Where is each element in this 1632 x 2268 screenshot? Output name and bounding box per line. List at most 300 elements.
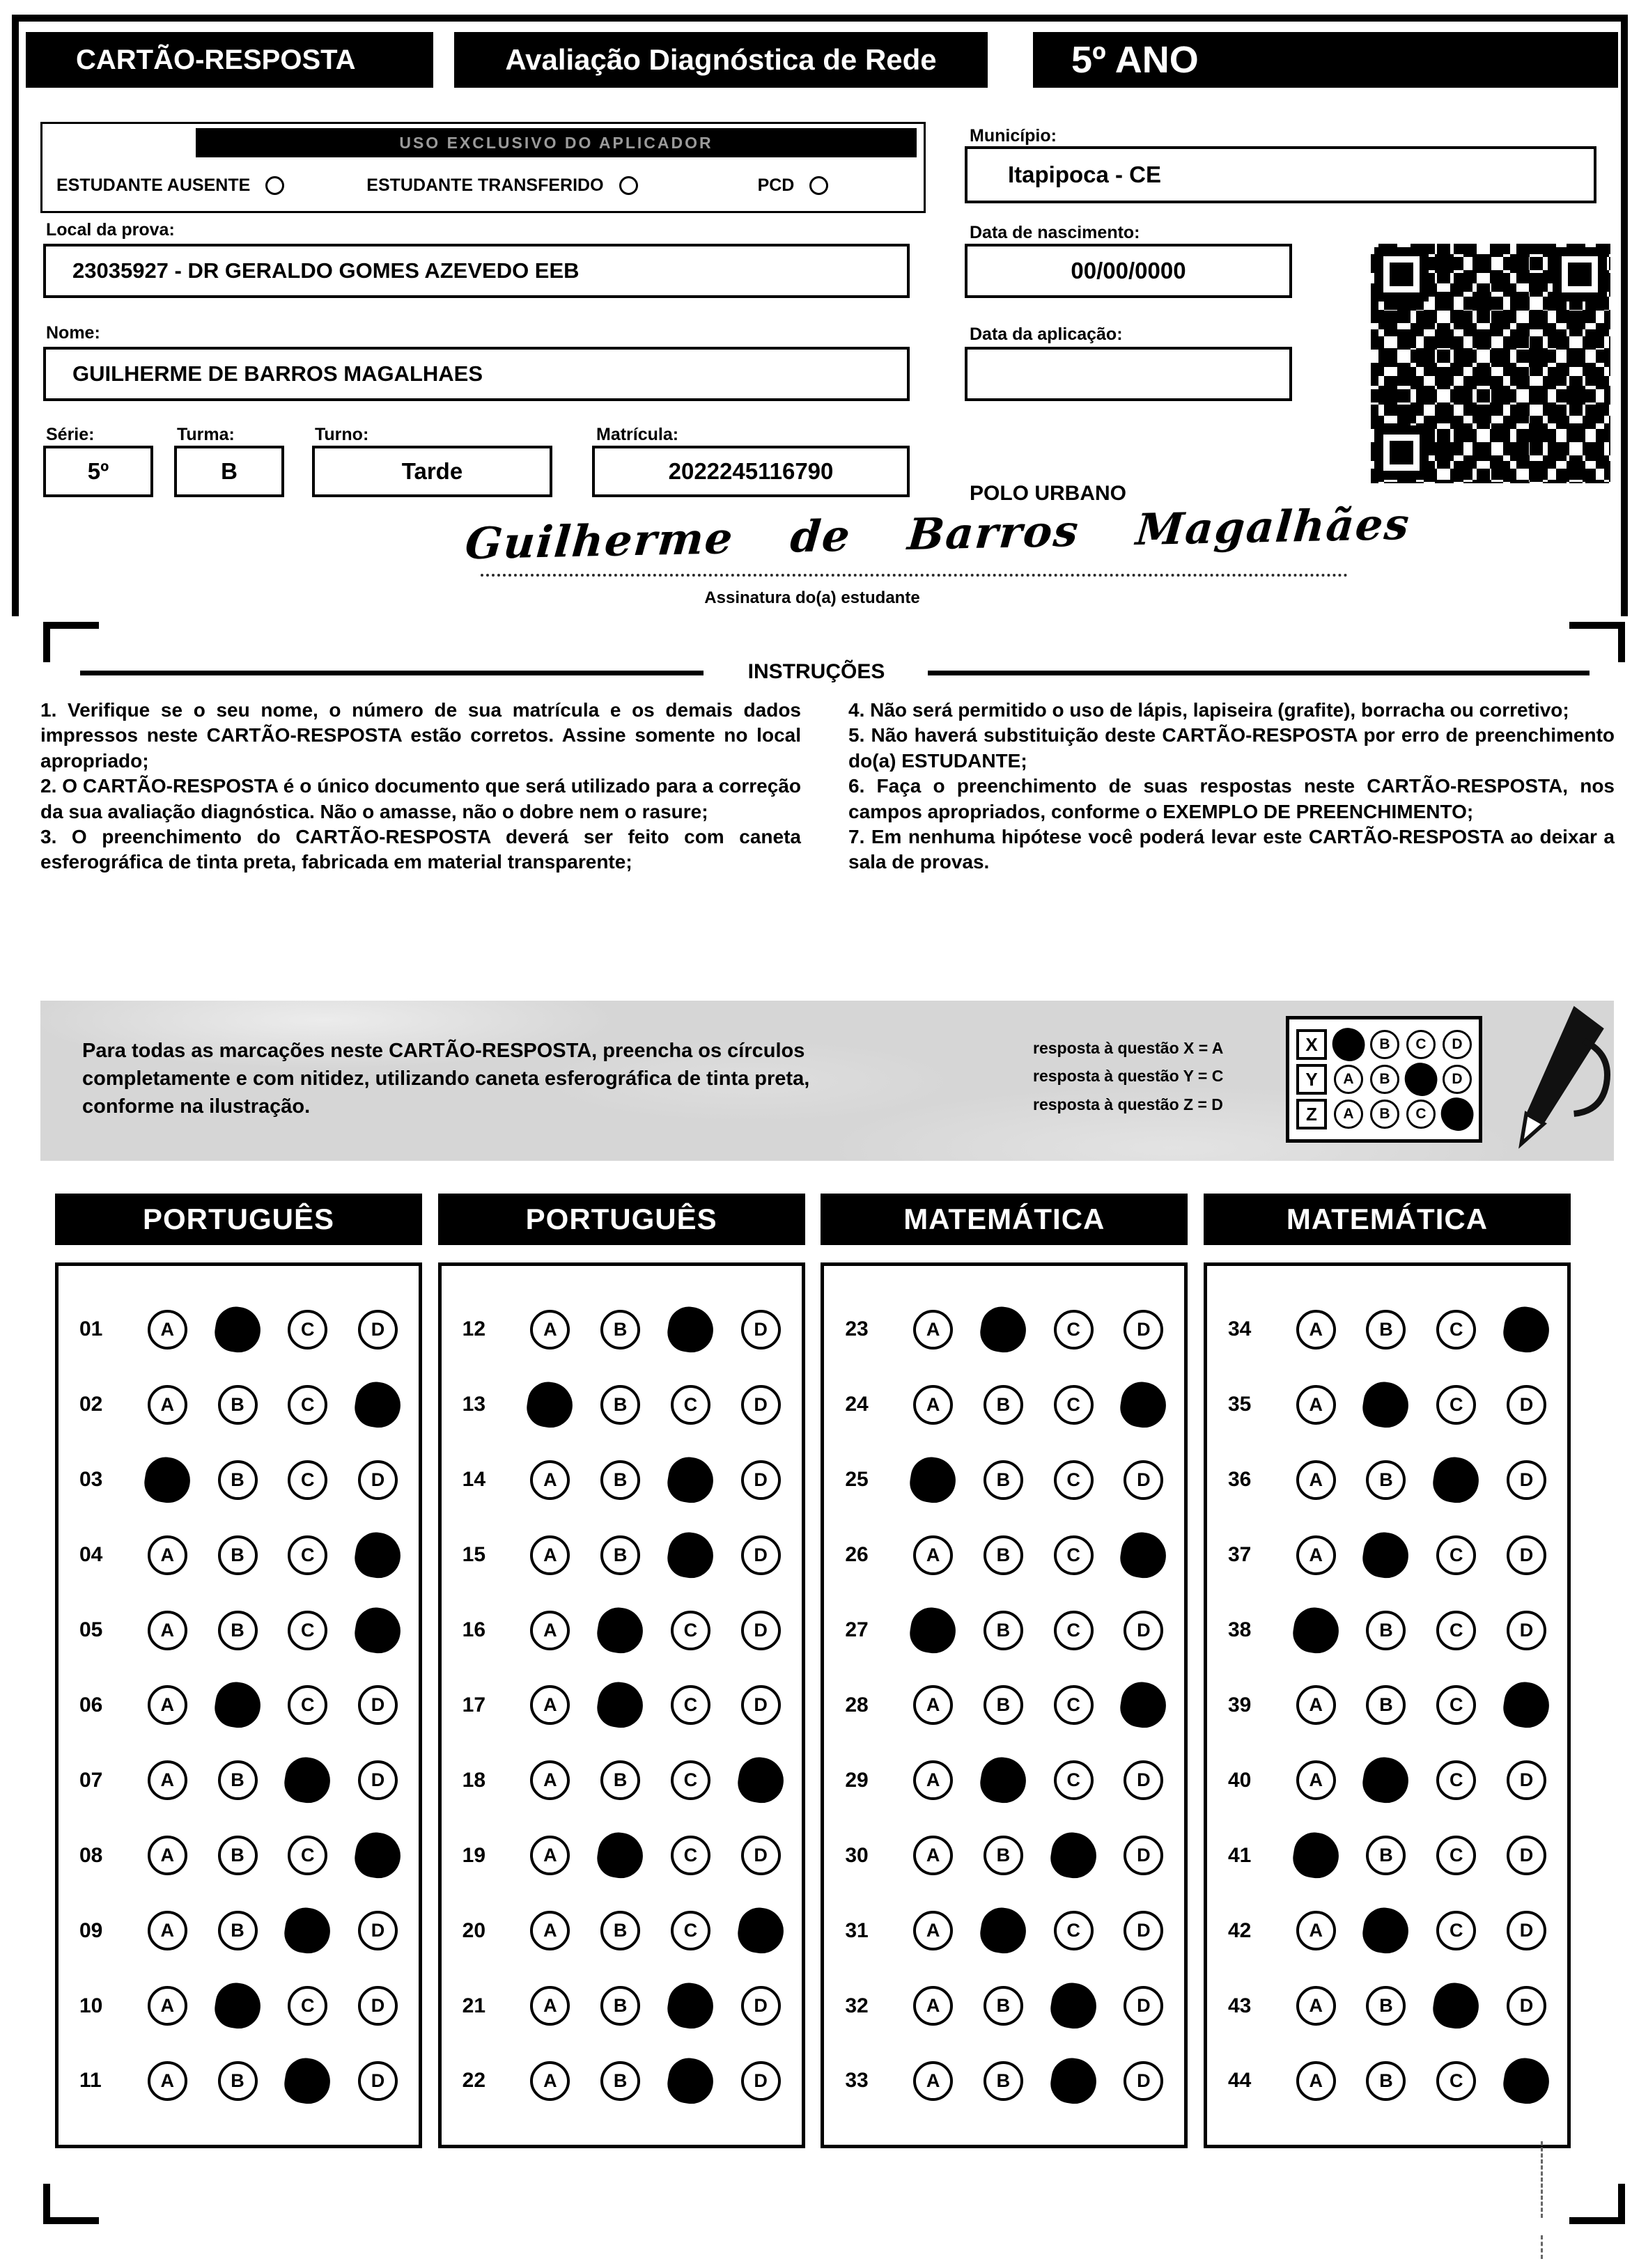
bubble-b[interactable]: B <box>218 1760 258 1800</box>
bubble-c[interactable]: C <box>1436 1385 1476 1425</box>
bubble-b[interactable]: B <box>218 1836 258 1875</box>
bubble-d[interactable]: D <box>1507 1760 1546 1800</box>
answer-column-title: MATEMÁTICA <box>1204 1194 1571 1245</box>
bubble-d-filled[interactable] <box>1118 1529 1169 1581</box>
answer-row <box>845 1836 1163 1875</box>
bubble-c-filled[interactable] <box>665 1454 716 1506</box>
question-number: 20 <box>462 1918 486 1942</box>
question-number: 01 <box>79 1317 103 1341</box>
serie-label: Série: <box>46 425 95 444</box>
bubble-b[interactable]: B <box>1366 1986 1406 2026</box>
bubble-b[interactable]: B <box>984 1685 1023 1725</box>
bubble-b[interactable]: B <box>600 1760 640 1800</box>
turma-value-box: B <box>174 446 284 497</box>
question-number: 41 <box>1227 1843 1252 1867</box>
bubble-c: C <box>1406 1100 1436 1129</box>
bubble-c[interactable]: C <box>1054 1460 1094 1500</box>
bubble-a[interactable]: A <box>1296 1310 1336 1350</box>
bubble-c[interactable]: C <box>1436 1836 1476 1875</box>
bubble-a[interactable]: A <box>1296 1986 1336 2026</box>
bubble-d[interactable]: D <box>741 1460 781 1500</box>
bubble-a[interactable]: A <box>530 1611 570 1650</box>
bubble-c-filled[interactable] <box>282 2055 334 2106</box>
bubble-d[interactable]: D <box>1507 1836 1546 1875</box>
bubble-a-filled[interactable] <box>141 1454 193 1506</box>
bubble-b-filled[interactable] <box>594 1680 646 1731</box>
bubble-a[interactable]: A <box>530 2061 570 2101</box>
bubble-c[interactable]: C <box>1436 1760 1476 1800</box>
bubble-a[interactable]: A <box>913 1911 953 1950</box>
bubble-b[interactable]: B <box>1366 1836 1406 1875</box>
bubble-a: A <box>1334 1100 1363 1129</box>
question-number: 34 <box>1227 1317 1252 1341</box>
example-row <box>1296 1029 1472 1060</box>
local-label: Local da prova: <box>46 220 175 240</box>
frame-left <box>12 15 19 616</box>
bubble-b[interactable]: B <box>218 1611 258 1650</box>
answer-row <box>79 1986 398 2026</box>
bubble-d-filled[interactable] <box>352 1379 403 1430</box>
instruction-item: 4. Não será permitido o uso de lápis, lapiseira (grafite), borracha ou corretivo; <box>848 699 1569 721</box>
bubble-a[interactable]: A <box>913 1836 953 1875</box>
bubble-a[interactable]: A <box>1296 1911 1336 1950</box>
crop-mark-bottom-right <box>1569 2184 1625 2224</box>
bubble-b[interactable]: B <box>984 1385 1023 1425</box>
bubble-c-filled[interactable] <box>282 1755 334 1806</box>
bubble-b[interactable]: B <box>218 1460 258 1500</box>
bubble-d-filled[interactable] <box>1118 1379 1169 1430</box>
answer-row <box>79 2061 398 2101</box>
answer-row <box>1228 1836 1546 1875</box>
nascimento-label: Data de nascimento: <box>970 223 1140 242</box>
bubble-b-filled[interactable] <box>977 1304 1029 1355</box>
bubble-b[interactable]: B <box>984 2061 1023 2101</box>
example-legend <box>1033 1034 1223 1118</box>
bubble-d[interactable]: D <box>1124 1986 1163 2026</box>
instruction-item: 3. O preenchimento do CARTÃO-RESPOSTA deverá ser feito com caneta esferográfica de tinta preta, fabricada em material transparente; <box>40 825 801 873</box>
bubble-a[interactable]: A <box>1296 1535 1336 1575</box>
bubble-d[interactable]: D <box>741 1986 781 2026</box>
bubble-c[interactable]: C <box>671 1685 710 1725</box>
bubble-a[interactable]: A <box>530 1460 570 1500</box>
answer-row <box>79 1760 398 1800</box>
answer-row <box>463 1310 781 1350</box>
example-question-label: X <box>1296 1029 1327 1060</box>
bubble-c[interactable]: C <box>671 1911 710 1950</box>
bubble-d[interactable]: D <box>358 1310 398 1350</box>
bubble-b-filled[interactable] <box>977 1905 1029 1956</box>
bubble-b-filled[interactable] <box>212 1304 263 1355</box>
qr-finder-bottom-left <box>1374 425 1429 480</box>
bubble-c[interactable]: C <box>1436 2061 1476 2101</box>
legend-line-x: resposta à questão X = A <box>1033 1039 1224 1057</box>
bubble-d[interactable]: D <box>741 1535 781 1575</box>
bubble-d-filled[interactable] <box>735 1755 786 1806</box>
question-number: 33 <box>845 2069 869 2093</box>
bubble-a[interactable]: A <box>913 1535 953 1575</box>
bubble-a[interactable]: A <box>148 1685 187 1725</box>
bubble-b[interactable]: B <box>1366 2061 1406 2101</box>
answer-row <box>79 1685 398 1725</box>
estudante-transferido-circle[interactable] <box>619 176 638 195</box>
bubble-b: B <box>1370 1065 1399 1094</box>
answer-row <box>1228 1911 1546 1950</box>
bubble-b[interactable]: B <box>600 1460 640 1500</box>
pcd-circle[interactable] <box>809 176 828 195</box>
bubble-d[interactable]: D <box>741 1611 781 1650</box>
bubble-c-filled[interactable] <box>1048 2055 1099 2106</box>
crop-mark-mid-left <box>43 622 99 662</box>
answer-row <box>1228 1986 1546 2026</box>
bubble-a-filled[interactable] <box>907 1454 958 1506</box>
bubble-d[interactable]: D <box>741 1385 781 1425</box>
bubble-b-filled[interactable] <box>594 1830 646 1882</box>
bubble-d[interactable]: D <box>1124 1760 1163 1800</box>
bubble-a[interactable]: A <box>1296 1460 1336 1500</box>
bubble-a[interactable]: A <box>913 1385 953 1425</box>
bubble-d[interactable]: D <box>358 2061 398 2101</box>
answer-row <box>845 1385 1163 1425</box>
bubble-b[interactable]: B <box>218 2061 258 2101</box>
answer-row <box>845 1760 1163 1800</box>
municipio-value-box: Itapipoca - CE <box>965 146 1596 203</box>
local-value-box: 23035927 - DR GERALDO GOMES AZEVEDO EEB <box>43 244 910 298</box>
fold-dash-tick <box>1541 2235 1543 2259</box>
bubble-d-filled[interactable] <box>352 1604 403 1656</box>
question-number: 17 <box>462 1693 486 1716</box>
aplicacao-value-box <box>965 347 1292 401</box>
bubble-d[interactable]: D <box>1507 1460 1546 1500</box>
bubble-d[interactable]: D <box>1507 1385 1546 1425</box>
answer-column-title: MATEMÁTICA <box>821 1194 1188 1245</box>
question-number: 04 <box>79 1543 103 1567</box>
bubble-b-filled[interactable] <box>594 1604 646 1656</box>
question-number: 39 <box>1227 1693 1252 1716</box>
bubble-c[interactable]: C <box>1436 1611 1476 1650</box>
example-question-label: Z <box>1296 1099 1327 1129</box>
bubble-b-filled[interactable] <box>1360 1755 1412 1806</box>
bubble-d[interactable]: D <box>1124 1310 1163 1350</box>
answer-row <box>79 1911 398 1950</box>
bubble-b: B <box>1370 1030 1399 1059</box>
example-question-label: Y <box>1296 1064 1327 1095</box>
bubble-c-filled[interactable] <box>665 1980 716 2031</box>
bubble-a-filled[interactable] <box>907 1604 958 1656</box>
bubble-c[interactable]: C <box>1436 1535 1476 1575</box>
bubble-d[interactable]: D <box>1124 2061 1163 2101</box>
bubble-a: A <box>1334 1065 1363 1094</box>
answer-row <box>463 2061 781 2101</box>
bubble-d[interactable]: D <box>741 2061 781 2101</box>
bubble-a-filled[interactable] <box>1290 1604 1342 1656</box>
turma-label: Turma: <box>177 425 235 444</box>
bubble-c[interactable]: C <box>1054 1760 1094 1800</box>
question-number: 15 <box>462 1543 486 1567</box>
bubble-d[interactable]: D <box>1507 1611 1546 1650</box>
bubble-b-filled[interactable] <box>1360 1529 1412 1581</box>
answer-row <box>79 1836 398 1875</box>
answer-row <box>845 1911 1163 1950</box>
crop-mark-bottom-left <box>43 2184 99 2224</box>
bubble-c[interactable]: C <box>1054 1385 1094 1425</box>
answer-row <box>79 1611 398 1650</box>
question-number: 36 <box>1227 1468 1252 1492</box>
bubble-d-filled[interactable] <box>1500 1304 1552 1355</box>
estudante-transferido-label: ESTUDANTE TRANSFERIDO <box>366 175 604 195</box>
bubble-b[interactable]: B <box>600 1310 640 1350</box>
answer-row <box>463 1760 781 1800</box>
question-number: 31 <box>845 1918 869 1942</box>
bubble-c[interactable]: C <box>288 1460 327 1500</box>
answer-column <box>1204 1194 1571 2148</box>
question-number: 05 <box>79 1618 103 1642</box>
bubble-d-filled[interactable] <box>352 1529 403 1581</box>
bubble-b[interactable]: B <box>218 1385 258 1425</box>
bubble-c[interactable]: C <box>1054 1911 1094 1950</box>
bubble-d-filled[interactable] <box>735 1905 786 1956</box>
answer-row <box>463 1836 781 1875</box>
bubble-c[interactable]: C <box>1054 1310 1094 1350</box>
question-number: 28 <box>845 1693 869 1716</box>
bubble-c[interactable]: C <box>1436 1310 1476 1350</box>
bubble-d-filled[interactable] <box>1118 1680 1169 1731</box>
hand-pen-illustration <box>1496 1002 1622 1155</box>
bubble-c[interactable]: C <box>1054 1611 1094 1650</box>
bubble-b[interactable]: B <box>1366 1611 1406 1650</box>
bubble-a[interactable]: A <box>148 2061 187 2101</box>
answer-row <box>463 1385 781 1425</box>
signature-line[interactable] <box>481 574 1348 577</box>
legend-line-y: resposta à questão Y = C <box>1033 1067 1224 1086</box>
fold-dash-line <box>1541 2141 1543 2218</box>
bubble-b[interactable]: B <box>984 1460 1023 1500</box>
answer-row <box>79 1460 398 1500</box>
bubble-c-filled[interactable] <box>665 1304 716 1355</box>
bubble-c-filled[interactable] <box>282 1905 334 1956</box>
bubble-c[interactable]: C <box>288 1385 327 1425</box>
question-number: 38 <box>1227 1618 1252 1642</box>
bubble-c[interactable]: C <box>288 1986 327 2026</box>
bubble-a[interactable]: A <box>148 1760 187 1800</box>
instructions-rule-right <box>928 671 1590 675</box>
bubble-c-filled[interactable] <box>1048 1830 1099 1882</box>
example-row <box>1296 1064 1472 1095</box>
question-number: 11 <box>79 2069 102 2093</box>
bubble-a[interactable]: A <box>1296 1685 1336 1725</box>
answer-row <box>845 1986 1163 2026</box>
answer-row <box>1228 2061 1546 2101</box>
bubble-d[interactable]: D <box>741 1836 781 1875</box>
answer-row <box>1228 1535 1546 1575</box>
bubble-b[interactable]: B <box>1366 1685 1406 1725</box>
bubble-c[interactable]: C <box>288 1685 327 1725</box>
answer-row <box>845 1611 1163 1650</box>
answer-row <box>845 1460 1163 1500</box>
bubble-d[interactable]: D <box>1507 1535 1546 1575</box>
bubble-a[interactable]: A <box>148 1535 187 1575</box>
bubble-d[interactable]: D <box>741 1310 781 1350</box>
bubble-d[interactable]: D <box>358 1685 398 1725</box>
bubble-b[interactable]: B <box>984 1611 1023 1650</box>
instruction-item: 1. Verifique se o seu nome, o número de sua matrícula e os demais dados impressos neste CARTÃO-RESPOSTA estão corretos. Assine somente no local apropriado; <box>40 699 801 772</box>
serie-value-box: 5º <box>43 446 153 497</box>
bubble-a[interactable]: A <box>1296 1385 1336 1425</box>
bubble-a[interactable]: A <box>148 1836 187 1875</box>
bubble-d[interactable]: D <box>1124 1460 1163 1500</box>
matricula-label: Matrícula: <box>596 425 679 444</box>
bubble-a[interactable]: A <box>530 1760 570 1800</box>
bubble-b-filled[interactable] <box>1360 1379 1412 1430</box>
bubble-a[interactable]: A <box>913 1685 953 1725</box>
question-number: 25 <box>845 1468 869 1492</box>
example-row <box>1296 1099 1472 1129</box>
bubble-c[interactable]: C <box>1436 1685 1476 1725</box>
question-number: 42 <box>1227 1918 1252 1942</box>
bubble-c-filled <box>1401 1060 1440 1099</box>
bubble-c-filled[interactable] <box>1431 1980 1482 2031</box>
exam-title: Avaliação Diagnóstica de Rede <box>454 32 988 88</box>
bubble-d[interactable]: D <box>358 1986 398 2026</box>
question-number: 40 <box>1227 1768 1252 1792</box>
answer-column <box>821 1194 1188 2148</box>
bubble-c[interactable]: C <box>288 1836 327 1875</box>
bubble-b-filled[interactable] <box>212 1980 263 2031</box>
bubble-d[interactable]: D <box>358 1760 398 1800</box>
answer-columns <box>55 1194 1571 2148</box>
estudante-ausente-label: ESTUDANTE AUSENTE <box>56 175 251 195</box>
bubble-b-filled[interactable] <box>1360 1905 1412 1956</box>
instruction-item: 5. Não haverá substituição deste CARTÃO-RESPOSTA por erro de preenchimento do(a) ESTUDANTE; <box>848 724 1615 772</box>
bubble-a[interactable]: A <box>148 1310 187 1350</box>
turno-value-box: Tarde <box>312 446 552 497</box>
bubble-a[interactable]: A <box>148 1385 187 1425</box>
bubble-d[interactable]: D <box>1507 1911 1546 1950</box>
polo-label: POLO URBANO <box>970 482 1126 505</box>
bubble-d[interactable]: D <box>358 1911 398 1950</box>
question-number: 35 <box>1227 1393 1252 1416</box>
bubble-b[interactable]: B <box>600 1986 640 2026</box>
example-instruction-text: Para todas as marcações neste CARTÃO-RESPOSTA, preencha os círculos completamente e com nitidez, utilizando caneta esferográfica de tinta preta, conforme na ilustração. <box>82 1040 810 1118</box>
bubble-b-filled[interactable] <box>977 1755 1029 1806</box>
bubble-b[interactable]: B <box>1366 1310 1406 1350</box>
bubble-a[interactable]: A <box>148 1986 187 2026</box>
bubble-d: D <box>1443 1065 1472 1094</box>
question-number: 22 <box>462 2069 486 2093</box>
question-number: 14 <box>462 1468 486 1492</box>
bubble-d-filled[interactable] <box>1500 1680 1552 1731</box>
bubble-a[interactable]: A <box>530 1685 570 1725</box>
bubble-d[interactable]: D <box>741 1685 781 1725</box>
bubble-b[interactable]: B <box>600 1911 640 1950</box>
bubble-b[interactable]: B <box>218 1535 258 1575</box>
bubble-a[interactable]: A <box>1296 1760 1336 1800</box>
bubble-a[interactable]: A <box>913 1986 953 2026</box>
bubble-c[interactable]: C <box>288 1310 327 1350</box>
signature-label: Assinatura do(a) estudante <box>704 588 920 607</box>
bubble-c[interactable]: C <box>671 1836 710 1875</box>
bubble-b[interactable]: B <box>600 1385 640 1425</box>
bubble-a-filled[interactable] <box>524 1379 576 1430</box>
bubble-c-filled[interactable] <box>1048 1980 1099 2031</box>
bubble-b[interactable]: B <box>600 1535 640 1575</box>
answer-row <box>463 1911 781 1950</box>
example-band <box>40 1001 1614 1161</box>
question-number: 30 <box>845 1843 869 1867</box>
bubble-c-filled[interactable] <box>665 2055 716 2106</box>
bubble-c[interactable]: C <box>671 1385 710 1425</box>
bubble-b[interactable]: B <box>984 1986 1023 2026</box>
bubble-c[interactable]: C <box>671 1760 710 1800</box>
bubble-a[interactable]: A <box>530 1836 570 1875</box>
question-number: 02 <box>79 1393 103 1416</box>
answer-row <box>79 1310 398 1350</box>
question-number: 19 <box>462 1843 486 1867</box>
aplicacao-label: Data da aplicação: <box>970 324 1123 344</box>
bubble-c[interactable]: C <box>288 1535 327 1575</box>
answer-row <box>1228 1760 1546 1800</box>
answer-column-title: PORTUGUÊS <box>438 1194 805 1245</box>
bubble-c[interactable]: C <box>1436 1911 1476 1950</box>
bubble-a[interactable]: A <box>1296 2061 1336 2101</box>
bubble-b-filled[interactable] <box>212 1680 263 1731</box>
bubble-b[interactable]: B <box>600 2061 640 2101</box>
bubble-a[interactable]: A <box>530 1911 570 1950</box>
qr-finder-top-right <box>1553 247 1607 302</box>
question-number: 37 <box>1227 1543 1252 1567</box>
answer-row <box>845 1535 1163 1575</box>
answer-grid <box>55 1262 422 2148</box>
instruction-item: 7. Em nenhuma hipótese você poderá levar este CARTÃO-RESPOSTA ao deixar a sala de provas. <box>848 825 1615 873</box>
bubble-a[interactable]: A <box>530 1535 570 1575</box>
bubble-d[interactable]: D <box>1507 1986 1546 2026</box>
bubble-c[interactable]: C <box>1054 1535 1094 1575</box>
bubble-a[interactable]: A <box>148 1611 187 1650</box>
bubble-c[interactable]: C <box>671 1611 710 1650</box>
bubble-a[interactable]: A <box>530 1986 570 2026</box>
bubble-c[interactable]: C <box>288 1611 327 1650</box>
bubble-c[interactable]: C <box>1054 1685 1094 1725</box>
bubble-a-filled <box>1329 1025 1368 1064</box>
bubble-d-filled[interactable] <box>352 1830 403 1882</box>
bubble-a[interactable]: A <box>913 1760 953 1800</box>
bubble-d[interactable]: D <box>1124 1611 1163 1650</box>
bubble-d[interactable]: D <box>1124 1836 1163 1875</box>
bubble-a[interactable]: A <box>913 1310 953 1350</box>
bubble-b[interactable]: B <box>984 1535 1023 1575</box>
aplicador-bar-label: USO EXCLUSIVO DO APLICADOR <box>196 128 917 157</box>
instructions-title: INSTRUÇÕES <box>747 660 885 683</box>
bubble-d-filled[interactable] <box>1500 2055 1552 2106</box>
answer-column <box>55 1194 422 2148</box>
estudante-ausente-circle[interactable] <box>265 176 284 195</box>
municipio-label: Município: <box>970 126 1057 146</box>
signature-handwriting: Guilherme de Barros Magalhães <box>463 498 1413 570</box>
answer-row <box>845 1310 1163 1350</box>
bubble-c-filled[interactable] <box>1431 1454 1482 1506</box>
bubble-a[interactable]: A <box>913 2061 953 2101</box>
bubble-a[interactable]: A <box>530 1310 570 1350</box>
bubble-a[interactable]: A <box>148 1911 187 1950</box>
bubble-c-filled[interactable] <box>665 1529 716 1581</box>
bubble-b[interactable]: B <box>984 1836 1023 1875</box>
bubble-a-filled[interactable] <box>1290 1830 1342 1882</box>
bubble-d[interactable]: D <box>1124 1911 1163 1950</box>
answer-row <box>1228 1611 1546 1650</box>
bubble-b[interactable]: B <box>1366 1460 1406 1500</box>
bubble-b[interactable]: B <box>218 1911 258 1950</box>
bubble-d[interactable]: D <box>358 1460 398 1500</box>
instruction-item: 6. Faça o preenchimento de suas respostas neste CARTÃO-RESPOSTA, nos campos apropriados, conforme o EXEMPLO DE PREENCHIMENTO; <box>848 775 1615 822</box>
